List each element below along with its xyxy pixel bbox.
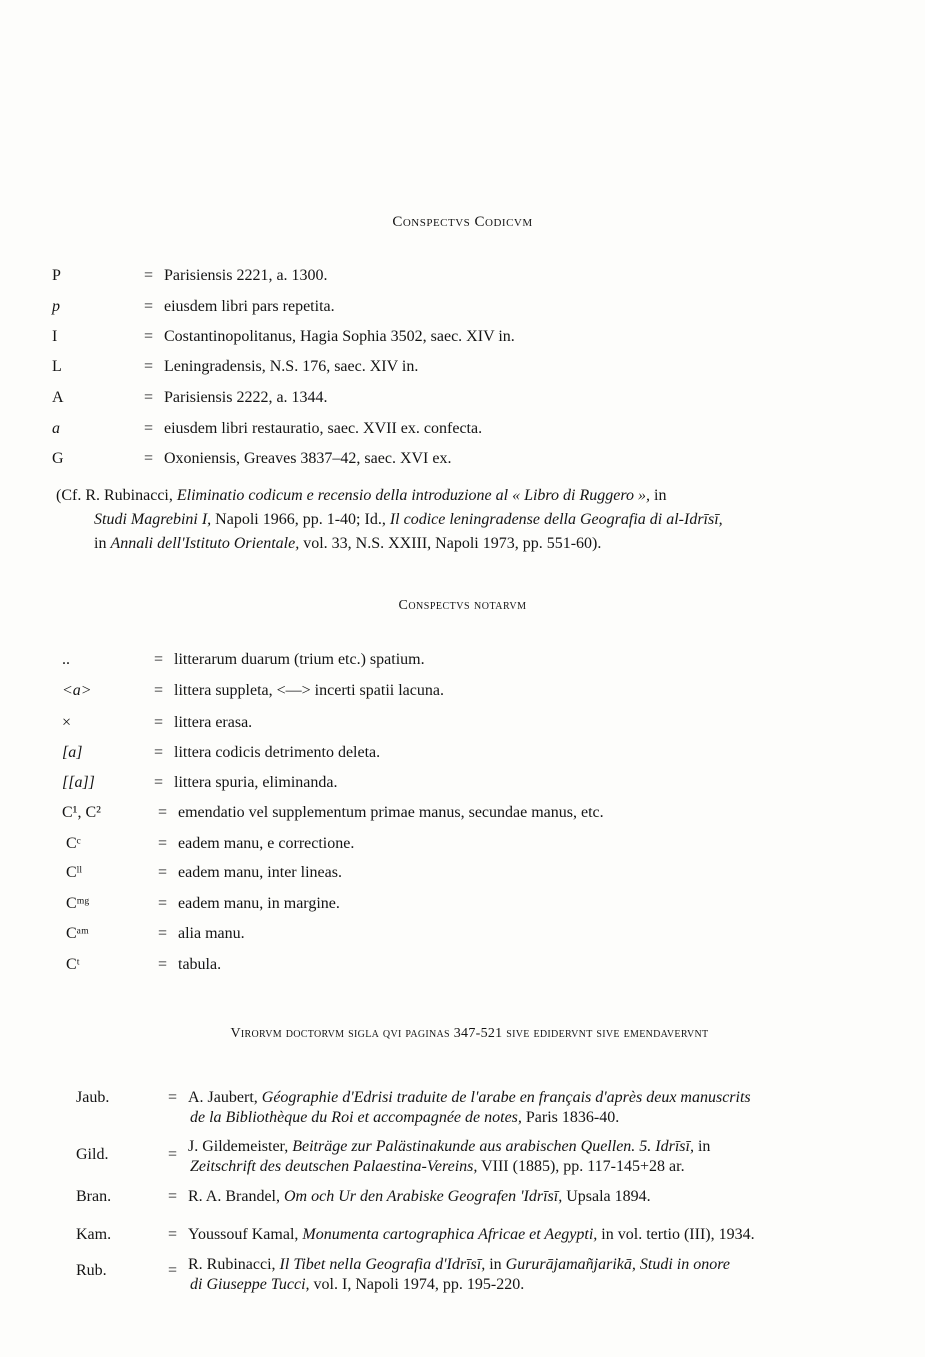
nota-description: eadem manu, e correctione. — [178, 835, 355, 852]
equals-sign: = — [154, 682, 164, 699]
nota-siglum: Cᵐᵍ — [66, 895, 90, 912]
nota-description: eadem manu, inter lineas. — [178, 864, 342, 881]
equals-sign: = — [144, 450, 154, 467]
codex-description: Leningradensis, N.S. 176, saec. XIV in. — [164, 358, 419, 375]
equals-sign: = — [144, 389, 154, 406]
equals-sign: = — [168, 1146, 178, 1163]
reference-abbreviation: Rub. — [76, 1262, 107, 1279]
equals-sign: = — [144, 420, 154, 437]
reference-text: J. Gildemeister, Beiträge zur Palästinakunde aus arabischen Quellen. 5. Idrīsī, in Zeitschrift des deutschen Palaestina-Vereins, VIII (1885), pp. 117-145+28 ar. — [188, 1138, 711, 1175]
equals-sign: = — [154, 744, 164, 761]
equals-sign: = — [158, 895, 168, 912]
codex-siglum: a — [52, 420, 60, 437]
reference-abbreviation: Bran. — [76, 1188, 112, 1205]
nota-siglum: <a> — [62, 682, 92, 699]
codex-description: Oxoniensis, Greaves 3837–42, saec. XVI ex. — [164, 450, 452, 467]
equals-sign: = — [154, 714, 164, 731]
nota-siglum: Cˡˡ — [66, 864, 82, 881]
nota-description: littera erasa. — [174, 714, 253, 731]
nota-description: littera codicis detrimento deleta. — [174, 744, 381, 761]
equals-sign: = — [158, 835, 168, 852]
nota-siglum: Cᵗ — [66, 956, 80, 973]
equals-sign: = — [158, 956, 168, 973]
codices-heading: Conspectvs Codicvm — [392, 214, 533, 230]
codex-siglum: p — [52, 298, 60, 315]
codex-siglum: P — [52, 267, 61, 284]
equals-sign: = — [158, 864, 168, 881]
nota-siglum: Cᵃᵐ — [66, 925, 89, 942]
nota-siglum: [[a]] — [62, 774, 95, 791]
viri-heading: Virorvm doctorvm sigla qvi paginas 347-521 sive edidervnt sive emendavervnt — [230, 1026, 709, 1041]
codex-siglum: L — [52, 358, 62, 375]
nota-siglum: × — [62, 714, 72, 731]
equals-sign: = — [168, 1226, 178, 1243]
nota-siglum: Cᶜ — [66, 835, 81, 852]
equals-sign: = — [158, 925, 168, 942]
reference-text: R. Rubinacci, Il Tibet nella Geografia d'Idrīsī, in Gururājamañjarikā, Studi in onore di Giuseppe Tucci, vol. I, Napoli 1974, pp. 195-220. — [188, 1256, 730, 1293]
nota-siglum: .. — [62, 651, 70, 668]
equals-sign: = — [154, 774, 164, 791]
equals-sign: = — [158, 804, 168, 821]
equals-sign: = — [144, 298, 154, 315]
equals-sign: = — [144, 358, 154, 375]
codex-description: eiusdem libri pars repetita. — [164, 298, 335, 315]
codices-reference-note: (Cf. R. Rubinacci, Eliminatio codicum e recensio della introduzione al « Libro di Ruggero », in Studi Magrebini I, Napoli 1966, pp. 1-40; Id., Il codice leningradense della Geografia di al-Idrīsī, in Annali dell'Istituto Orientale, vol. 33, N.S. XXIII, Napoli 1973, pp. 551-60). — [56, 487, 723, 552]
codex-siglum: I — [52, 328, 58, 345]
codex-description: Parisiensis 2221, a. 1300. — [164, 267, 328, 284]
codex-siglum: G — [52, 450, 64, 467]
nota-description: emendatio vel supplementum primae manus, secundae manus, etc. — [178, 804, 604, 821]
equals-sign: = — [144, 267, 154, 284]
nota-description: alia manu. — [178, 925, 245, 942]
nota-description: litterarum duarum (trium etc.) spatium. — [174, 651, 425, 668]
notae-heading: Conspectvs notarvm — [398, 598, 527, 613]
equals-sign: = — [168, 1089, 178, 1106]
codex-siglum: A — [52, 389, 64, 406]
codex-description: Parisiensis 2222, a. 1344. — [164, 389, 328, 406]
codex-description: eiusdem libri restauratio, saec. XVII ex. confecta. — [164, 420, 483, 437]
equals-sign: = — [144, 328, 154, 345]
codex-description: Costantinopolitanus, Hagia Sophia 3502, saec. XIV in. — [164, 328, 515, 345]
reference-text: A. Jaubert, Géographie d'Edrisi traduite de l'arabe en français d'après deux manuscrits de la Bibliothèque du Roi et accompagnée de notes, Paris 1836-40. — [188, 1089, 751, 1126]
equals-sign: = — [154, 651, 164, 668]
nota-description: littera spuria, eliminanda. — [174, 774, 338, 791]
reference-text: R. A. Brandel, Om och Ur den Arabiske Geografen 'Idrīsī, Upsala 1894. — [188, 1188, 651, 1205]
nota-siglum: [a] — [62, 744, 83, 761]
equals-sign: = — [168, 1188, 178, 1205]
reference-text: Youssouf Kamal, Monumenta cartographica Africae et Aegypti, in vol. tertio (III), 1934. — [188, 1226, 755, 1243]
nota-description: littera suppleta, <—> incerti spatii lacuna. — [174, 682, 444, 699]
nota-siglum: C¹, C² — [62, 804, 101, 821]
nota-description: eadem manu, in margine. — [178, 895, 340, 912]
reference-abbreviation: Jaub. — [76, 1089, 110, 1106]
equals-sign: = — [168, 1262, 178, 1279]
nota-description: tabula. — [178, 956, 222, 973]
reference-abbreviation: Kam. — [76, 1226, 112, 1243]
reference-abbreviation: Gild. — [76, 1146, 109, 1163]
